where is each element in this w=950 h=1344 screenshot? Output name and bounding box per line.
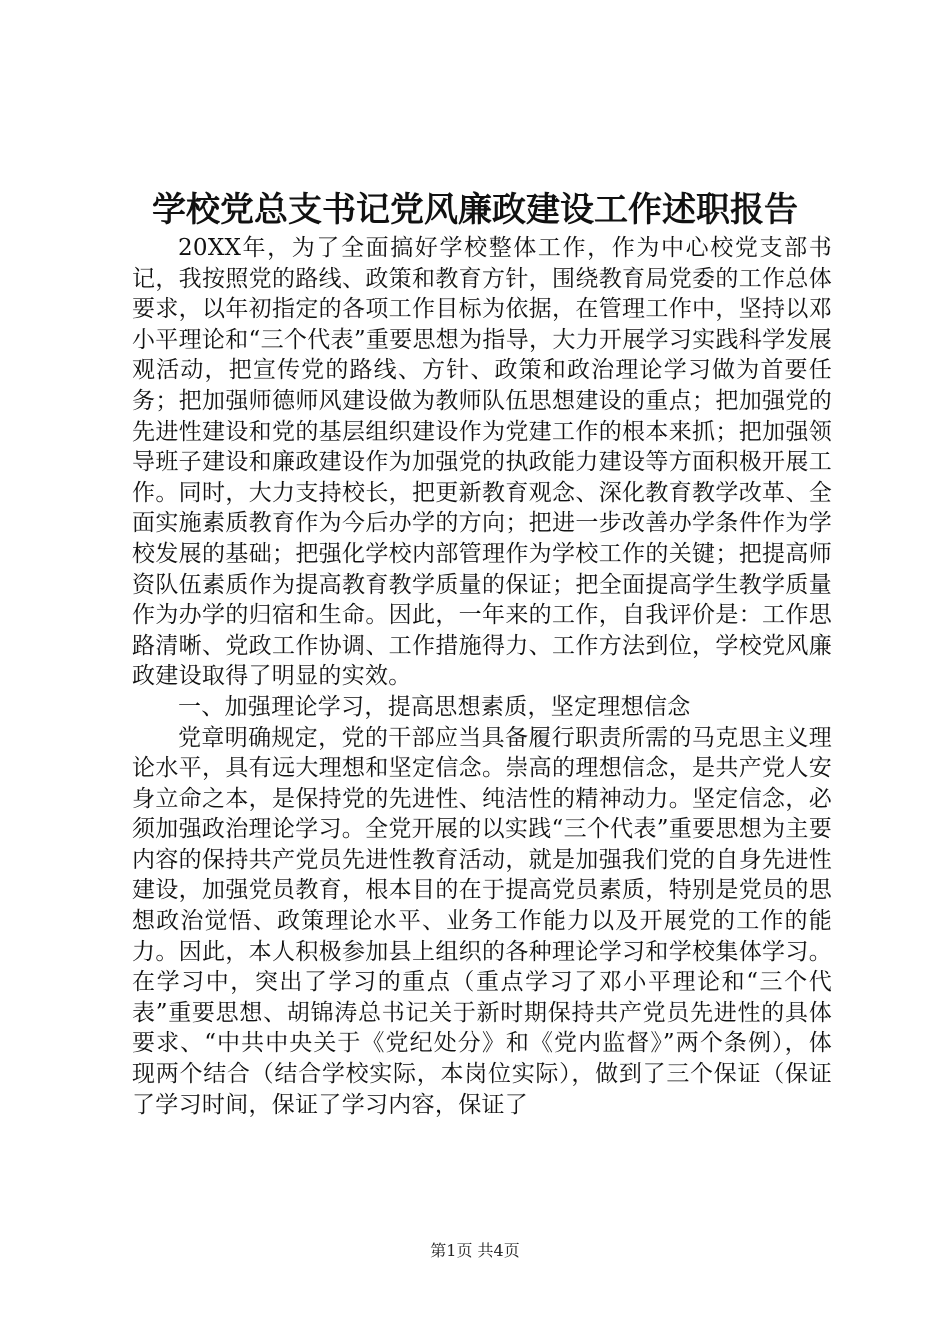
page-footer: 第1页 共4页	[430, 1241, 520, 1260]
intro-paragraph: 20XX年，为了全面搞好学校整体工作，作为中心校党支部书记，我按照党的路线、政策和教育方针，围绕教育局党委的工作总体要求，以年初指定的各项工作目标为依据，在管理工作中，坚持以邓小平理论和“三个代表”重要思想为指导，大力开展学习实践科学发展观活动，把宣传党的路线、方针、政策和政治理论学习做为首要任务；把加强师德师风建设做为教师队伍思想建设的重点；把加强党的先进性建设和党的基层组织建设作为党建工作的根本来抓；把加强领导班子建设和廉政建设作为加强党的执政能力建设等方面积极开展工作。同时，大力支持校长，把更新教育观念、深化教育教学改革、全面实施素质教育作为今后办学的方向；把进一步改善办学条件作为学校发展的基础；把强化学校内部管理作为学校工作的关键；把提高师资队伍素质作为提高教育教学质量的保证；把全面提高学生教学质量作为办学的归宿和生命。因此，一年来的工作，自我评价是：工作思路清晰、党政工作协调、工作措施得力、工作方法到位，学校党风廉政建设取得了明显的实效。	[132, 235, 832, 690]
document-title: 学校党总支书记党风廉政建设工作述职报告	[152, 190, 798, 230]
document-body	[132, 233, 832, 1120]
section-1-paragraph: 党章明确规定，党的干部应当具备履行职责所需的马克思主义理论水平，具有远大理想和坚定信念。崇高的理想信念，是共产党人安身立命之本，是保持党的先进性、纯洁性的精神动力。坚定信念，必须加强政治理论学习。全党开展的以实践“三个代表”重要思想为主要内容的保持共产党员先进性教育活动，就是加强我们党的自身先进性建设，加强党员教育，根本目的在于提高党员素质，特别是党员的思想政治觉悟、政策理论水平、业务工作能力以及开展党的工作的能力。因此，本人积极参加县上组织的各种理论学习和学校集体学习。在学习中，突出了学习的重点（重点学习了邓小平理论和“三个代表”重要思想、胡锦涛总书记关于新时期保持共产党员先进性的具体要求、“中共中央关于《党纪处分》和《党内监督》”两个条例），体现两个结合（结合学校实际，本岗位实际），做到了三个保证（保证了学习时间，保证了学习内容，保证了	[132, 724, 832, 1118]
section-heading-1: 一、加强理论学习，提高思想素质，坚定理想信念	[178, 693, 691, 720]
